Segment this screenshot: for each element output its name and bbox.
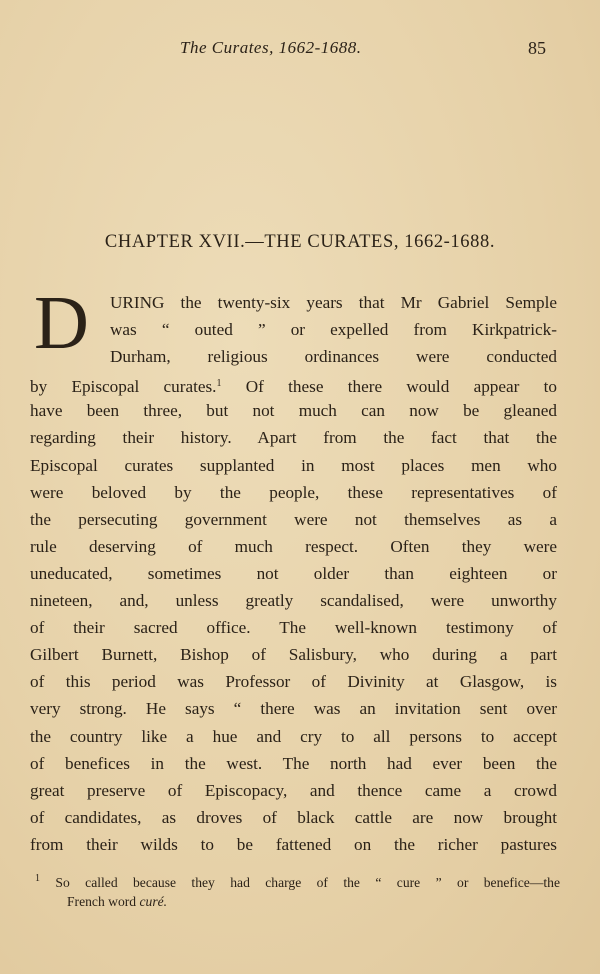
text-line: was “ outed ” or expelled from Kirkpatrick- — [110, 320, 557, 340]
text-line: Episcopal curates supplanted in most places men who — [30, 455, 557, 475]
text-line: Gilbert Burnett, Bishop of Salisbury, who during a part — [30, 645, 557, 665]
footnotes — [35, 869, 560, 911]
body-text — [30, 281, 557, 858]
footnote-italic-word: curé. — [139, 894, 168, 909]
text-line: the persecuting government were not themselves as a — [30, 509, 557, 529]
footnote-marker: 1 — [35, 873, 40, 884]
text-line: have been three, but not much can now be gleaned — [30, 401, 557, 421]
text-line: uneducated, sometimes not older than eighteen or — [30, 563, 557, 583]
footnote-text: French word — [67, 894, 140, 909]
text-line: URING the twenty-six years that Mr Gabriel Semple — [110, 293, 557, 312]
text-line: were beloved by the people, these representatives of — [30, 482, 557, 502]
text-line: the country like a hue and cry to all persons to accept — [30, 726, 557, 746]
footnote-line — [67, 892, 560, 911]
text-line: Durham, religious ordinances were conducted — [110, 347, 557, 367]
text-line: rule deserving of much respect. Often they were — [30, 536, 557, 556]
chapter-heading: CHAPTER XVII.—THE CURATES, 1662-1688. — [104, 232, 496, 252]
text-line: of this period was Professor of Divinity at Glasgow, is — [30, 672, 557, 692]
text-line: great preserve of Episcopacy, and thence came a crowd — [30, 780, 557, 800]
footnote-reference[interactable]: 1 — [216, 378, 222, 390]
text-line: of candidates, as droves of black cattle are now brought — [30, 807, 557, 827]
text-line: of their sacred office. The well-known testimony of — [30, 618, 557, 638]
page-number: 85 — [528, 38, 546, 58]
running-title: The Curates, 1662-1688. — [180, 38, 362, 57]
text-line: very strong. He says “ there was an invitation sent over — [30, 699, 557, 719]
footnote-line — [35, 869, 560, 892]
text-line: from their wilds to be fattened on the richer pastures — [30, 834, 557, 854]
line-text: Of these there would appear to — [221, 377, 557, 397]
footnote-text: So called because they had charge of the “ cure ” or benefice—the — [40, 875, 560, 890]
drop-cap: D — [34, 281, 89, 365]
text-line — [30, 370, 557, 397]
running-head — [0, 38, 600, 62]
line-text: by Episcopal curates. — [30, 377, 217, 397]
text-line: of benefices in the west. The north had ever been the — [30, 753, 557, 773]
text-line: nineteen, and, unless greatly scandalised, were unworthy — [30, 591, 557, 611]
text-line: regarding their history. Apart from the fact that the — [30, 428, 557, 448]
